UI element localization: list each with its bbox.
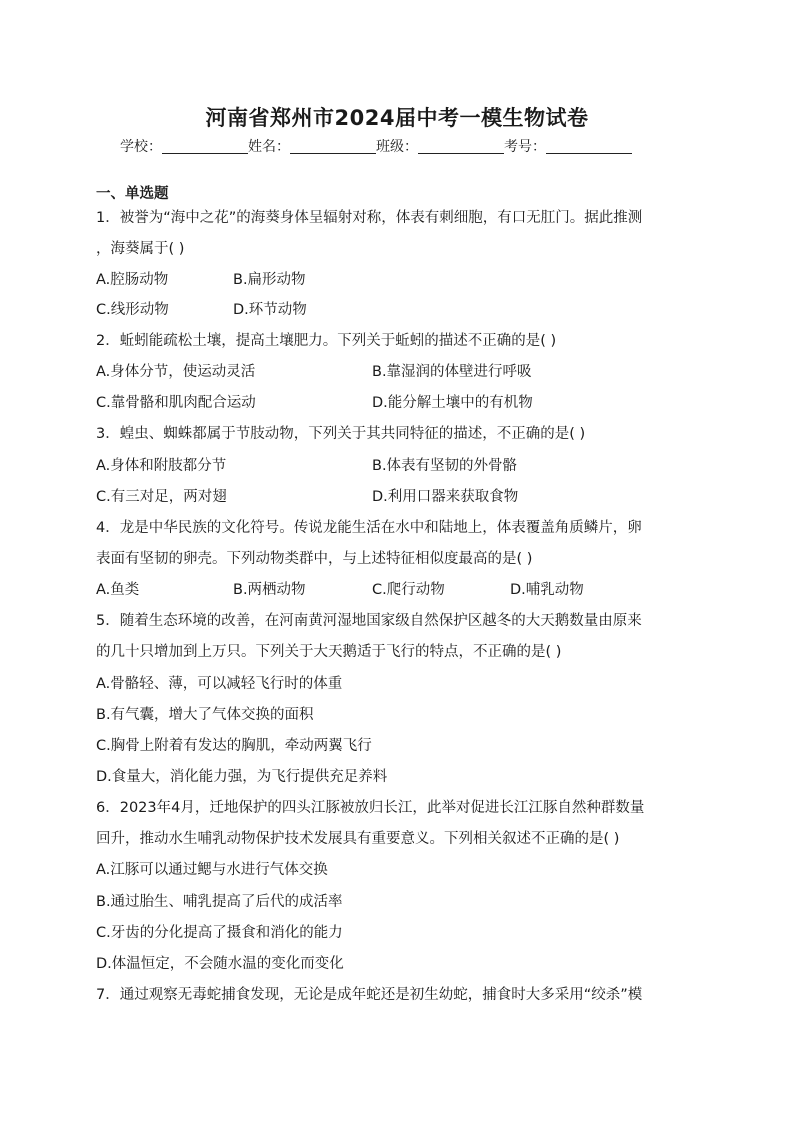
q2-option-d: D.能分解土壤中的有机物 — [372, 395, 533, 411]
q1-option-a: A.腔肠动物 — [96, 272, 169, 288]
question-2-text: 2．蚯蚓能疏松土壤，提高土壤肥力。下列关于蚯蚓的描述不正确的是( ) — [96, 333, 557, 349]
student-info-row — [120, 136, 632, 156]
class-blank — [418, 139, 504, 154]
q4-option-c: C.爬行动物 — [372, 582, 445, 598]
school-label: 学校： — [120, 139, 162, 155]
question-1-text-cont: ，海葵属于( ) — [96, 241, 185, 257]
class-label: 班级： — [376, 139, 418, 155]
question-1-text: 1．被誉为“海中之花”的海葵身体呈辐射对称，体表有刺细胞，有口无肛门。据此推测 — [96, 210, 643, 226]
q4-option-b: B.两栖动物 — [233, 582, 306, 598]
q1-option-c: C.线形动物 — [96, 302, 169, 318]
school-blank — [162, 139, 248, 154]
q5-option-d: D.食量大，消化能力强，为飞行提供充足养料 — [96, 769, 388, 785]
q5-option-c: C.胸骨上附着有发达的胸肌，牵动两翼飞行 — [96, 738, 372, 754]
q3-option-b: B.体表有坚韧的外骨骼 — [372, 458, 518, 474]
q6-option-a: A.江豚可以通过鳃与水进行气体交换 — [96, 862, 328, 878]
section-heading: 一、单选题 — [96, 186, 169, 202]
q1-option-b: B.扁形动物 — [233, 272, 306, 288]
question-6-text: 6．2023年4月，迁地保护的四头江豚被放归长江，此举对促进长江江豚自然种群数量 — [96, 800, 645, 816]
q6-option-d: D.体温恒定，不会随水温的变化而变化 — [96, 956, 344, 972]
q3-option-c: C.有三对足，两对翅 — [96, 489, 227, 505]
question-4-text-cont: 表面有坚韧的卵壳。下列动物类群中，与上述特征相似度最高的是( ) — [96, 551, 533, 567]
q2-option-a: A.身体分节，使运动灵活 — [96, 364, 256, 380]
q3-option-d: D.利用口器来获取食物 — [372, 489, 519, 505]
q2-option-c: C.靠骨骼和肌肉配合运动 — [96, 395, 256, 411]
exam-no-label: 考号： — [504, 139, 546, 155]
q6-option-c: C.牙齿的分化提高了摄食和消化的能力 — [96, 925, 343, 941]
question-4-text: 4．龙是中华民族的文化符号。传说龙能生活在水中和陆地上，体表覆盖角质鳞片，卵 — [96, 520, 642, 536]
q2-option-b: B.靠湿润的体壁进行呼吸 — [372, 364, 532, 380]
q5-option-b: B.有气囊，增大了气体交换的面积 — [96, 707, 314, 723]
q4-option-a: A.鱼类 — [96, 582, 140, 598]
question-5-text: 5．随着生态环境的改善，在河南黄河湿地国家级自然保护区越冬的大天鹅数量由原来 — [96, 613, 642, 629]
question-5-text-cont: 的几十只增加到上万只。下列关于大天鹅适于飞行的特点，不正确的是( ) — [96, 644, 562, 660]
question-6-text-cont: 回升，推动水生哺乳动物保护技术发展具有重要意义。下列相关叙述不正确的是( ) — [96, 831, 620, 847]
question-3-text: 3．蝗虫、蜘蛛都属于节肢动物，下列关于其共同特征的描述，不正确的是( ) — [96, 426, 586, 442]
q5-option-a: A.骨骼轻、薄，可以减轻飞行时的体重 — [96, 676, 343, 692]
q4-option-d: D.哺乳动物 — [510, 582, 584, 598]
q6-option-b: B.通过胎生、哺乳提高了后代的成活率 — [96, 894, 343, 910]
exam-no-blank — [546, 139, 632, 154]
name-label: 姓名： — [248, 139, 290, 155]
q1-option-d: D.环节动物 — [233, 302, 307, 318]
question-7-text: 7．通过观察无毒蛇捕食发现，无论是成年蛇还是初生幼蛇，捕食时大多采用“绞杀”模 — [96, 987, 643, 1003]
name-blank — [290, 139, 376, 154]
q3-option-a: A.身体和附肢都分节 — [96, 458, 227, 474]
exam-title: 河南省郑州市2024届中考一模生物试卷 — [205, 106, 589, 130]
